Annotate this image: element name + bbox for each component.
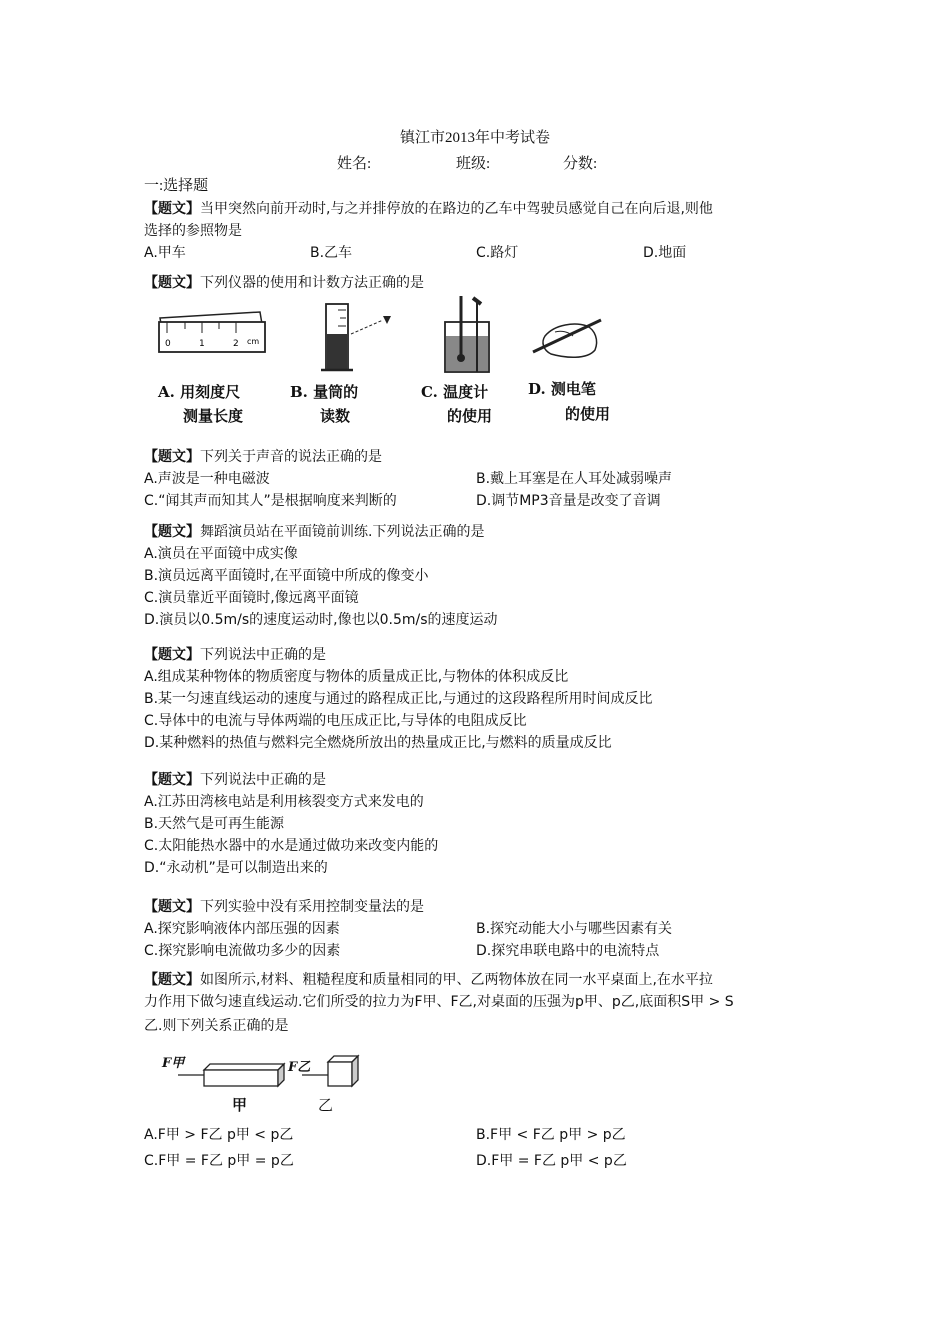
question-text: 如图所示,材料、粗糙程度和质量相同的甲、乙两物体放在同一水平桌面上,在水平拉 [200,972,713,988]
test-pen-drawing [533,320,601,357]
option-a: A.演员在平面镜中成实像 [144,546,298,562]
question-6-stem [144,770,326,790]
option-d: D.“永动机”是可以制造出来的 [144,860,328,876]
option-c: C.太阳能热水器中的水是通过做功来改变内能的 [144,838,439,854]
option-b: B.乙车 [310,245,353,261]
option-d: D.某种燃料的热值与燃料完全燃烧所放出的热量成正比,与燃料的质量成反比 [144,735,612,751]
option-a: A.F甲 > F乙 p甲 < p乙 [144,1127,294,1143]
question-tag: 【题文】 [144,899,200,915]
option-d: D.地面 [643,245,687,261]
caption-b-line1: B. 量筒的 [290,383,359,401]
question-text: 下列关于声音的说法正确的是 [200,449,382,465]
option-d: D.F甲 = F乙 p甲 < p乙 [476,1153,627,1169]
option-a: A.组成某种物体的物质密度与物体的质量成正比,与物体的体积成反比 [144,669,569,685]
option-b: B.某一匀速直线运动的速度与通过的路程成正比,与通过的这段路程所用时间成反比 [144,691,653,707]
question-3-stem [144,447,382,467]
caption-c-line1: C. 温度计 [421,383,489,401]
ruler-tick-0: 0 [165,339,171,349]
question-2-stem [144,273,424,293]
question-1-stem [144,199,713,219]
option-b: B.F甲 < F乙 p甲 > p乙 [476,1127,626,1143]
question-tag: 【题文】 [144,449,200,465]
thermometer-drawing [445,296,489,372]
question-8-stem-cont: 力作用下做匀速直线运动.它们所受的拉力为F甲、F乙,对桌面的压强为p甲、p乙,底面积S甲 > S [144,994,734,1010]
option-c: C.演员靠近平面镜时,像远离平面镜 [144,590,359,606]
option-c: C.“闻其声而知其人”是根据响度来判断的 [144,493,397,509]
question-tag: 【题文】 [144,275,200,291]
score-label: 分数: [563,156,598,172]
option-b: B.戴上耳塞是在人耳处减弱噪声 [476,471,673,487]
block-label-jia: 甲 [232,1096,248,1114]
option-a: A.江苏田湾核电站是利用核裂变方式来发电的 [144,794,424,810]
question-text: 下列实验中没有采用控制变量法的是 [200,899,424,915]
force-label-jia: F甲 [162,1056,185,1071]
class-label: 班级: [456,156,491,172]
question-text: 下列说法中正确的是 [200,772,326,788]
caption-b-line2: 读数 [320,407,351,425]
caption-a-line1: A. 用刻度尺 [158,383,241,401]
caption-a-line2: 测量长度 [183,407,244,425]
name-label: 姓名: [337,156,372,172]
section-heading: 一:选择题 [144,178,209,194]
ruler-drawing [159,312,265,352]
question-text: 当甲突然向前开动时,与之并排停放的在路边的乙车中驾驶员感觉自己在向后退,则他 [200,201,713,217]
option-b: B.演员远离平面镜时,在平面镜中所成的像变小 [144,568,429,584]
question-text: 下列仪器的使用和计数方法正确的是 [200,275,424,291]
blocks-figure [160,1050,370,1116]
caption-c-line2: 的使用 [447,407,493,425]
ruler-unit: cm [247,337,260,346]
option-d: D.探究串联电路中的电流特点 [476,943,660,959]
question-tag: 【题文】 [144,201,200,217]
question-1-stem-cont: 选择的参照物是 [144,223,242,239]
question-tag: 【题文】 [144,647,200,663]
option-c: C.导体中的电流与导体两端的电压成正比,与导体的电阻成反比 [144,713,527,729]
block-yi [302,1056,358,1086]
question-5-stem [144,645,326,665]
question-text: 舞蹈演员站在平面镜前训练.下列说法正确的是 [200,524,485,540]
option-d: D.调节MP3音量是改变了音调 [476,493,661,509]
question-8-stem-cont2: 乙.则下列关系正确的是 [144,1018,289,1034]
question-text: 下列说法中正确的是 [200,647,326,663]
option-b: B.探究动能大小与哪些因素有关 [476,921,673,937]
question-7-stem [144,897,424,917]
instrument-figure [155,296,625,376]
caption-d-line2: 的使用 [565,405,611,423]
force-label-yi: F乙 [288,1060,311,1075]
option-c: C.探究影响电流做功多少的因素 [144,943,341,959]
option-a: A.甲车 [144,245,186,261]
option-d: D.演员以0.5m/s的速度运动时,像也以0.5m/s的速度运动 [144,612,498,628]
option-c: C.F甲 = F乙 p甲 = p乙 [144,1153,294,1169]
question-tag: 【题文】 [144,524,200,540]
caption-d-line1: D. 测电笔 [528,380,596,398]
question-tag: 【题文】 [144,972,200,988]
question-8-stem [144,970,713,990]
cylinder-drawing [321,304,391,370]
page-title: 镇江市2013年中考试卷 [399,130,550,146]
block-jia [178,1064,284,1086]
block-label-yi: 乙 [318,1096,334,1114]
question-tag: 【题文】 [144,772,200,788]
ruler-tick-2: 2 [233,339,239,349]
question-4-stem [144,522,484,542]
option-a: A.声波是一种电磁波 [144,471,270,487]
option-a: A.探究影响液体内部压强的因素 [144,921,340,937]
option-c: C.路灯 [476,245,519,261]
ruler-tick-1: 1 [199,339,205,349]
option-b: B.天然气是可再生能源 [144,816,285,832]
